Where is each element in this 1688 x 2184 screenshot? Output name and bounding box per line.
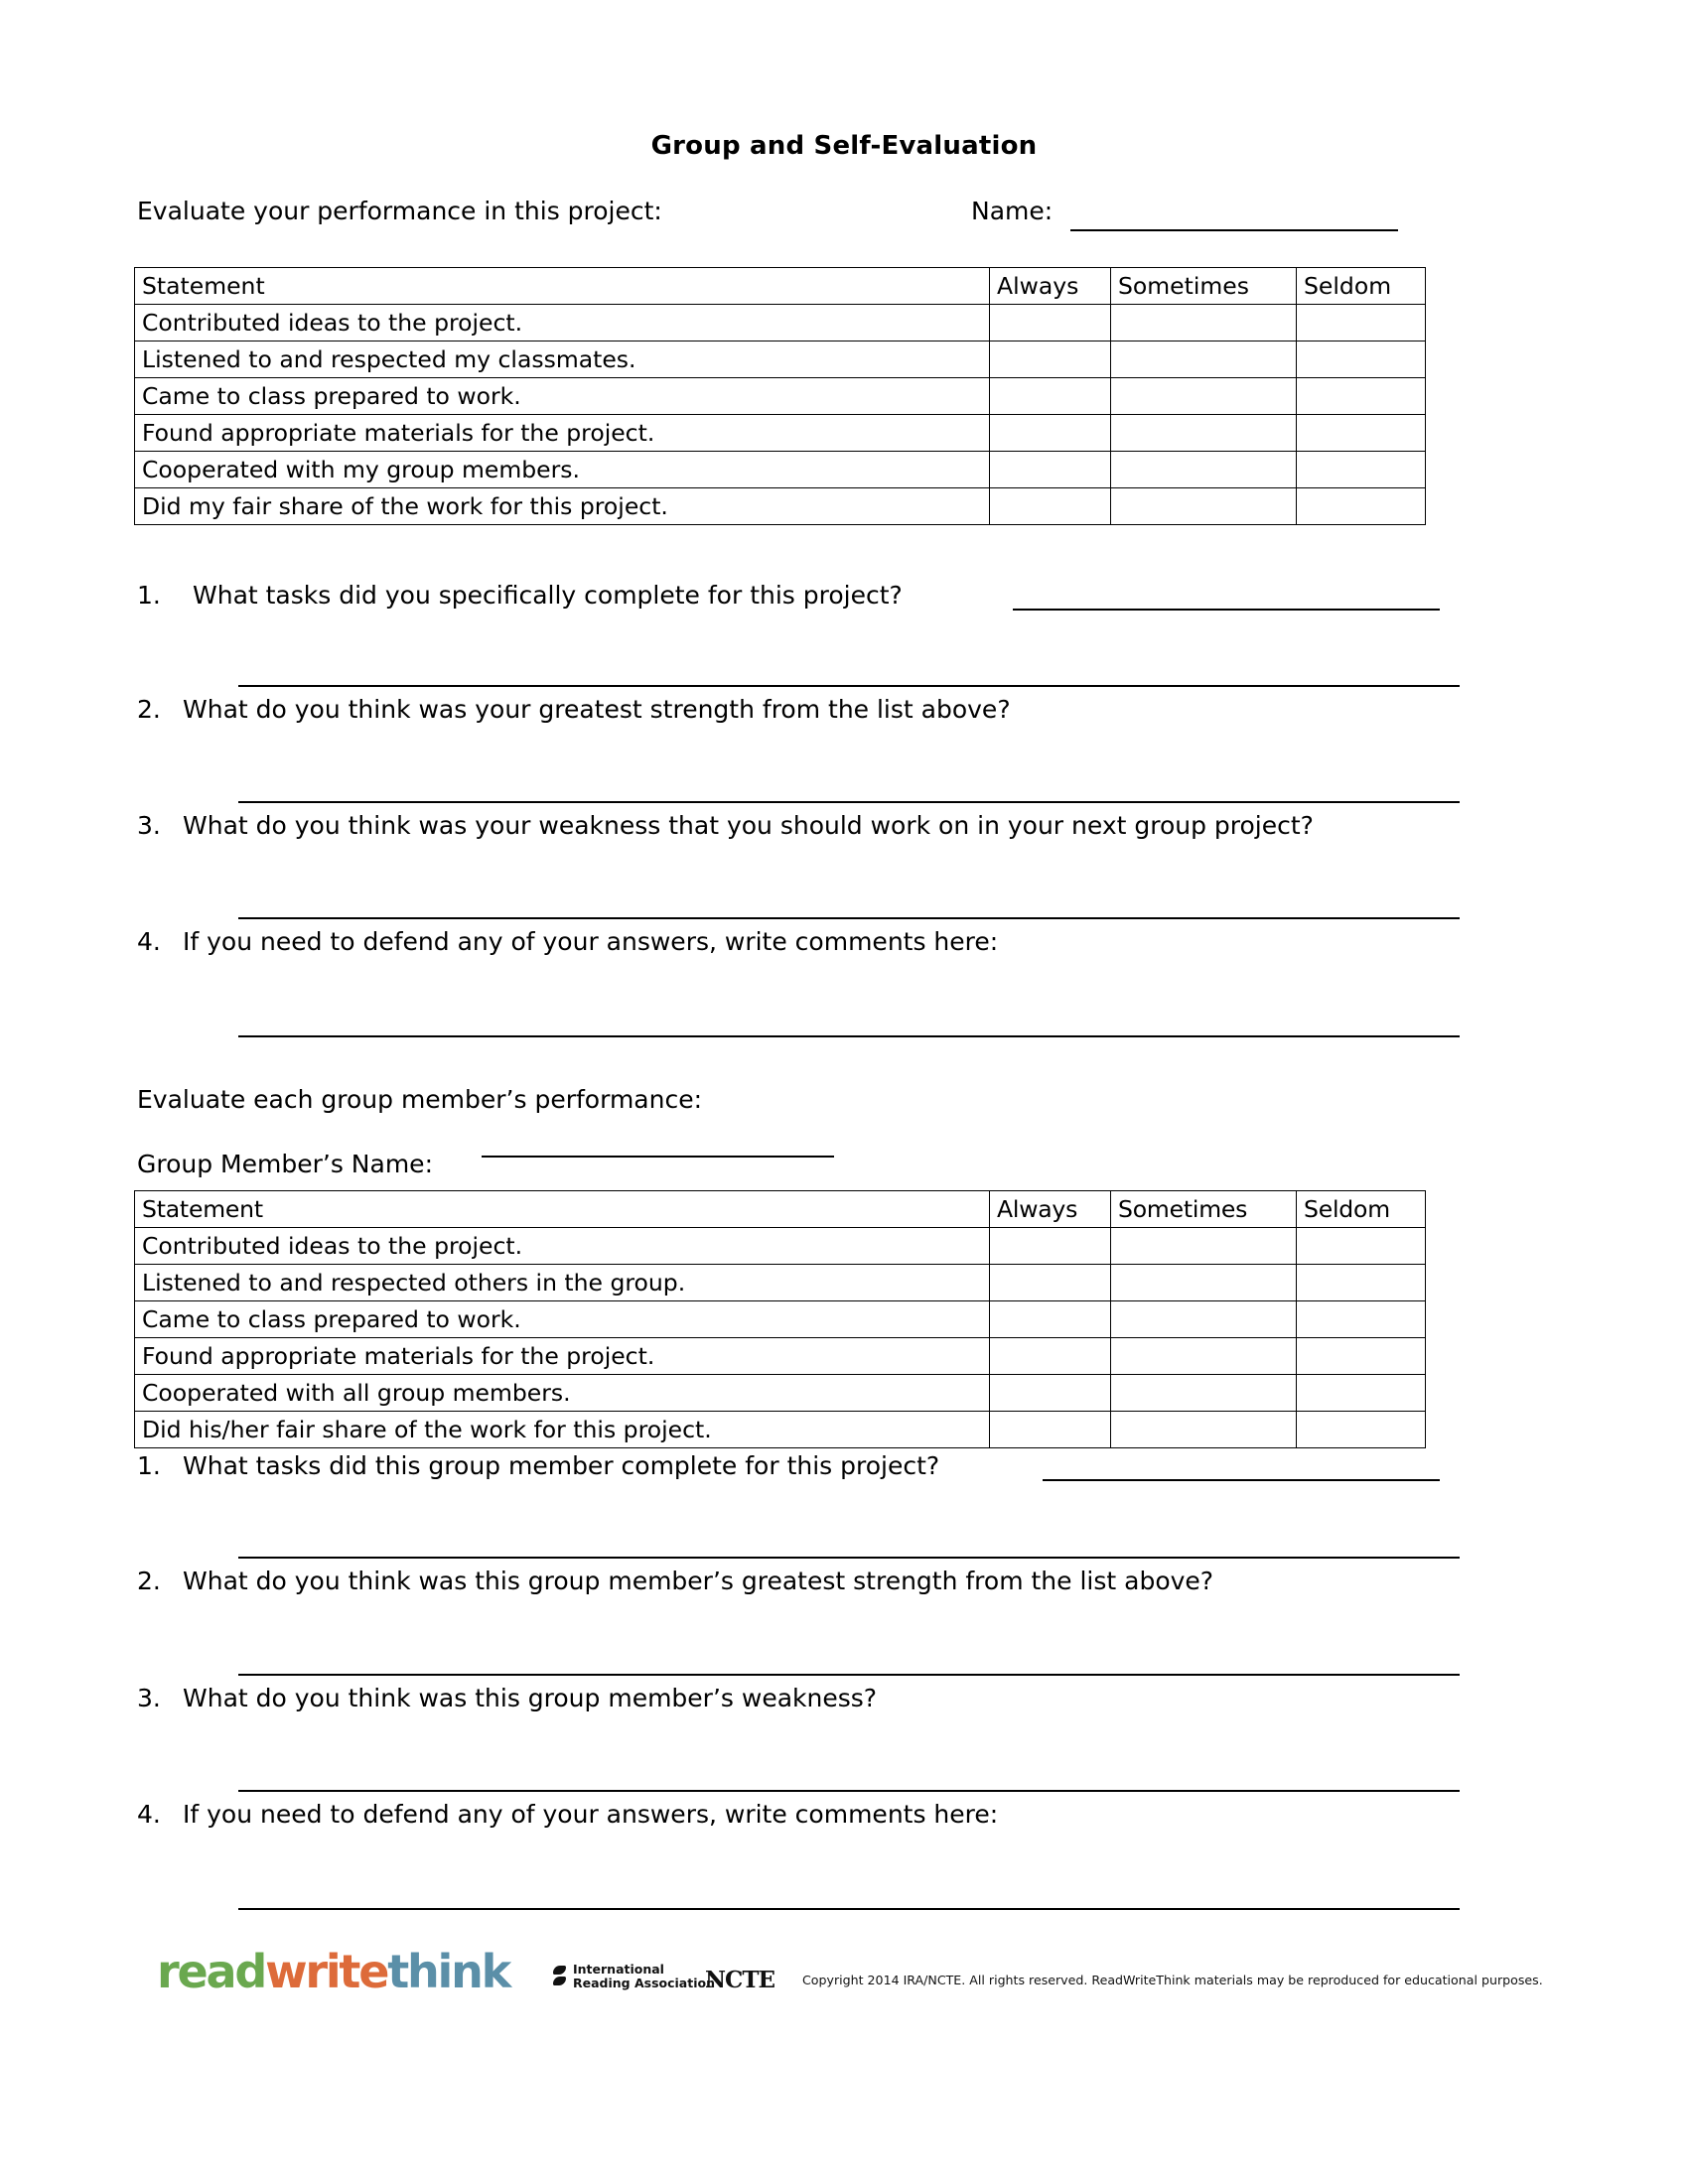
checkbox-cell-seldom[interactable]	[1297, 452, 1426, 488]
statement-cell: Listened to and respected my classmates.	[135, 341, 990, 378]
statement-cell: Listened to and respected others in the group.	[135, 1265, 990, 1301]
statement-cell: Contributed ideas to the project.	[135, 1228, 990, 1265]
column-header-always: Always	[990, 1191, 1111, 1228]
checkbox-cell-sometimes[interactable]	[1111, 488, 1297, 525]
ncte-logo: NCTE	[705, 1967, 774, 1993]
checkbox-cell-sometimes[interactable]	[1111, 1338, 1297, 1375]
statement-cell: Came to class prepared to work.	[135, 1301, 990, 1338]
table-row	[135, 1301, 1426, 1338]
peer-question-1-answer-line[interactable]	[238, 1557, 1460, 1559]
checkbox-cell-sometimes[interactable]	[1111, 415, 1297, 452]
logo-read-text: read	[157, 1945, 266, 1998]
statement-cell: Did his/her fair share of the work for this project.	[135, 1412, 990, 1448]
table-row	[135, 1338, 1426, 1375]
checkbox-cell-always[interactable]	[990, 488, 1111, 525]
column-header-sometimes: Sometimes	[1111, 268, 1297, 305]
peer-question-2-text: What do you think was this group member’s greatest strength from the list above?	[183, 1567, 1214, 1595]
table-row	[135, 341, 1426, 378]
leaf-icon	[552, 1965, 568, 1988]
checkbox-cell-always[interactable]	[990, 1301, 1111, 1338]
column-header-seldom: Seldom	[1297, 1191, 1426, 1228]
table-header-row	[135, 1191, 1426, 1228]
table-row	[135, 452, 1426, 488]
ira-logo-line-2: Reading Association	[573, 1976, 715, 1990]
checkbox-cell-seldom[interactable]	[1297, 1412, 1426, 1448]
checkbox-cell-always[interactable]	[990, 305, 1111, 341]
checkbox-cell-sometimes[interactable]	[1111, 1228, 1297, 1265]
self-evaluation-header	[137, 197, 1458, 236]
self-question-2-text: What do you think was your greatest strength from the list above?	[183, 695, 1011, 724]
checkbox-cell-seldom[interactable]	[1297, 1375, 1426, 1412]
footer	[157, 1941, 1547, 2010]
checkbox-cell-always[interactable]	[990, 341, 1111, 378]
self-question-3	[137, 811, 1314, 840]
checkbox-cell-sometimes[interactable]	[1111, 1265, 1297, 1301]
ira-logo-text	[573, 1963, 715, 1990]
statement-cell: Cooperated with my group members.	[135, 452, 990, 488]
checkbox-cell-seldom[interactable]	[1297, 1301, 1426, 1338]
self-question-4-answer-line[interactable]	[238, 1035, 1460, 1037]
peer-question-2-answer-line[interactable]	[238, 1674, 1460, 1676]
group-member-name-input-line[interactable]	[482, 1156, 834, 1158]
peer-question-1-inline-answer-line[interactable]	[1043, 1479, 1440, 1481]
peer-question-1-number: 1.	[137, 1451, 161, 1480]
peer-question-3-number: 3.	[137, 1684, 161, 1712]
statement-cell: Came to class prepared to work.	[135, 378, 990, 415]
peer-question-1-text: What tasks did this group member complete for this project?	[183, 1451, 940, 1480]
table-row	[135, 1412, 1426, 1448]
checkbox-cell-sometimes[interactable]	[1111, 1375, 1297, 1412]
checkbox-cell-seldom[interactable]	[1297, 488, 1426, 525]
peer-question-3-text: What do you think was this group member’s weakness?	[183, 1684, 878, 1712]
column-header-sometimes: Sometimes	[1111, 1191, 1297, 1228]
self-question-1	[137, 581, 903, 610]
checkbox-cell-seldom[interactable]	[1297, 305, 1426, 341]
self-question-3-answer-line[interactable]	[238, 917, 1460, 919]
self-evaluation-prompt: Evaluate your performance in this project:	[137, 197, 662, 225]
peer-question-3-answer-line[interactable]	[238, 1790, 1460, 1792]
peer-evaluation-prompt: Evaluate each group member’s performance:	[137, 1085, 703, 1114]
self-question-3-text: What do you think was your weakness that you should work on in your next group project?	[183, 811, 1314, 840]
checkbox-cell-sometimes[interactable]	[1111, 378, 1297, 415]
self-question-1-number: 1.	[137, 581, 161, 610]
statement-cell: Found appropriate materials for the project.	[135, 415, 990, 452]
self-question-2	[137, 695, 1011, 724]
name-input-line[interactable]	[1070, 229, 1398, 231]
statement-cell: Contributed ideas to the project.	[135, 305, 990, 341]
self-question-4	[137, 927, 998, 956]
peer-question-4-answer-line[interactable]	[238, 1908, 1460, 1910]
checkbox-cell-always[interactable]	[990, 378, 1111, 415]
peer-question-2-number: 2.	[137, 1567, 161, 1595]
checkbox-cell-always[interactable]	[990, 415, 1111, 452]
self-evaluation-table	[134, 267, 1426, 525]
checkbox-cell-always[interactable]	[990, 1338, 1111, 1375]
self-question-1-text: What tasks did you specifically complete for this project?	[193, 581, 903, 610]
statement-cell: Cooperated with all group members.	[135, 1375, 990, 1412]
checkbox-cell-always[interactable]	[990, 1375, 1111, 1412]
peer-question-4	[137, 1800, 998, 1829]
column-header-always: Always	[990, 268, 1111, 305]
peer-evaluation-table	[134, 1190, 1426, 1448]
table-row	[135, 415, 1426, 452]
checkbox-cell-seldom[interactable]	[1297, 1265, 1426, 1301]
name-label: Name:	[971, 197, 1054, 225]
statement-cell: Did my fair share of the work for this project.	[135, 488, 990, 525]
checkbox-cell-sometimes[interactable]	[1111, 452, 1297, 488]
peer-question-4-number: 4.	[137, 1800, 161, 1829]
column-header-statement: Statement	[135, 268, 990, 305]
self-question-4-text: If you need to defend any of your answers, write comments here:	[183, 927, 999, 956]
column-header-statement: Statement	[135, 1191, 990, 1228]
column-header-seldom: Seldom	[1297, 268, 1426, 305]
peer-question-2	[137, 1567, 1213, 1595]
table-row	[135, 488, 1426, 525]
checkbox-cell-sometimes[interactable]	[1111, 305, 1297, 341]
table-header-row	[135, 268, 1426, 305]
readwritethink-logo	[157, 1945, 510, 1998]
statement-cell: Found appropriate materials for the project.	[135, 1338, 990, 1375]
group-member-name-label: Group Member’s Name:	[137, 1150, 433, 1178]
international-reading-association-logo	[552, 1963, 715, 1990]
checkbox-cell-sometimes[interactable]	[1111, 341, 1297, 378]
checkbox-cell-seldom[interactable]	[1297, 341, 1426, 378]
self-question-2-answer-line[interactable]	[238, 801, 1460, 803]
peer-question-4-text: If you need to defend any of your answers, write comments here:	[183, 1800, 999, 1829]
checkbox-cell-seldom[interactable]	[1297, 415, 1426, 452]
peer-question-3	[137, 1684, 877, 1712]
table-row	[135, 378, 1426, 415]
ira-logo-line-1: International	[573, 1962, 664, 1977]
self-question-4-number: 4.	[137, 927, 161, 956]
checkbox-cell-always[interactable]	[990, 1412, 1111, 1448]
checkbox-cell-seldom[interactable]	[1297, 1338, 1426, 1375]
table-row	[135, 1375, 1426, 1412]
checkbox-cell-sometimes[interactable]	[1111, 1301, 1297, 1338]
checkbox-cell-always[interactable]	[990, 1265, 1111, 1301]
checkbox-cell-seldom[interactable]	[1297, 1228, 1426, 1265]
checkbox-cell-always[interactable]	[990, 452, 1111, 488]
table-row	[135, 1228, 1426, 1265]
table-row	[135, 305, 1426, 341]
self-question-1-answer-line[interactable]	[238, 685, 1460, 687]
checkbox-cell-seldom[interactable]	[1297, 378, 1426, 415]
table-row	[135, 1265, 1426, 1301]
page-title: Group and Self-Evaluation	[650, 131, 1038, 161]
logo-think-text: think	[387, 1945, 510, 1998]
copyright-notice: Copyright 2014 IRA/NCTE. All rights reserved. ReadWriteThink materials may be reproduced for educational purposes.	[802, 1973, 1543, 1987]
checkbox-cell-always[interactable]	[990, 1228, 1111, 1265]
peer-question-1	[137, 1451, 939, 1480]
checkbox-cell-sometimes[interactable]	[1111, 1412, 1297, 1448]
self-question-1-inline-answer-line[interactable]	[1013, 609, 1440, 611]
self-question-2-number: 2.	[137, 695, 161, 724]
logo-write-text: write	[265, 1945, 388, 1998]
self-question-3-number: 3.	[137, 811, 161, 840]
